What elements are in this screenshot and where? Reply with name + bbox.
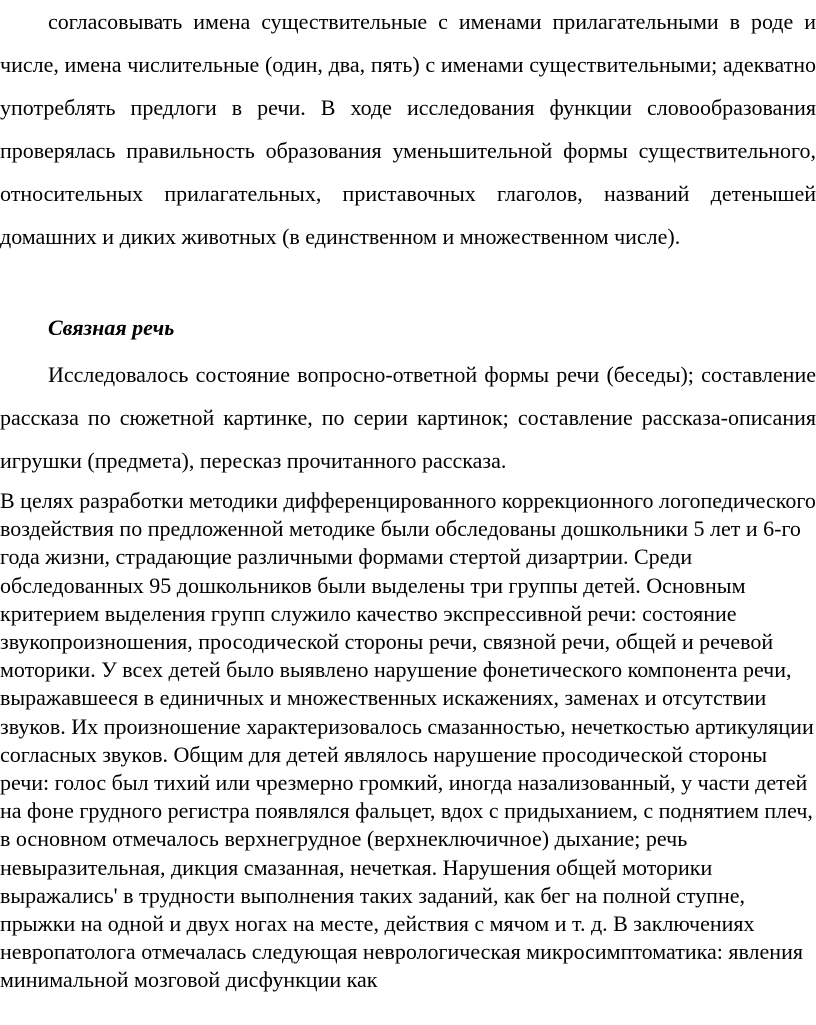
- paragraph-word-formation: согласовывать имена существительные с именами прилагательными в роде и числе, имена числительные (один, два, пять) с именами существительными; адекватно употреблять предлоги в речи. В ходе исследования функции словообразования проверялась правильность образования уменьшительной формы существительного, относительных прилагательных, приставочных глаголов, названий детенышей домашних и диких животных (в единственном и множественном числе).: [0, 9, 816, 249]
- paragraph-examination-results: В целях разработки методики дифференцированного коррекционного логопедического воздействия по предложенной методике были обследованы дошкольники 5 лет и 6-го года жизни, страдающие различными формами стертой дизартрии. Среди обследованных 95 дошкольников были выделены три группы детей. Основным критерием выделения групп служило качество экспрессивной речи: состояние звукопроизношения, просодической стороны речи, связной речи, общей и речевой моторики. У всех детей было выявлено нарушение фонетического компонента речи, выражавшееся в единичных и множественных искажениях, заменах и отсутствии звуков. Их произношение характеризовалось смазанностью, нечеткостью артикуляции согласных звуков. Общим для детей являлось нарушение просодической стороны речи: голос был тихий или чрезмерно громкий, иногда назализованный, у части детей на фоне грудного регистра появлялся фальцет, вдох с придыханием, с поднятием плеч, в основном отмечалось верхнегрудное (верхнеключичное) дыхание; речь невыразительная, дикция смазанная, нечеткая. Нарушения общей моторики выражались' в трудности выполнения таких заданий, как бег на полной ступне, прыжки на одной и двух ногах на месте, действия с мячом и т. д. В заключениях невропатолога отмечалась следующая неврологическая микросимптоматика: явления минимальной мозговой дисфункции как: [0, 488, 816, 993]
- section-heading-connected-speech: Связная речь: [48, 315, 175, 340]
- paragraph-connected-speech: Исследовалось состояние вопросно-ответной формы речи (беседы); составление рассказа по сюжетной картинке, по серии картинок; составление рассказа-описания игрушки (предмета), пересказ прочитанного рассказа.: [0, 362, 816, 473]
